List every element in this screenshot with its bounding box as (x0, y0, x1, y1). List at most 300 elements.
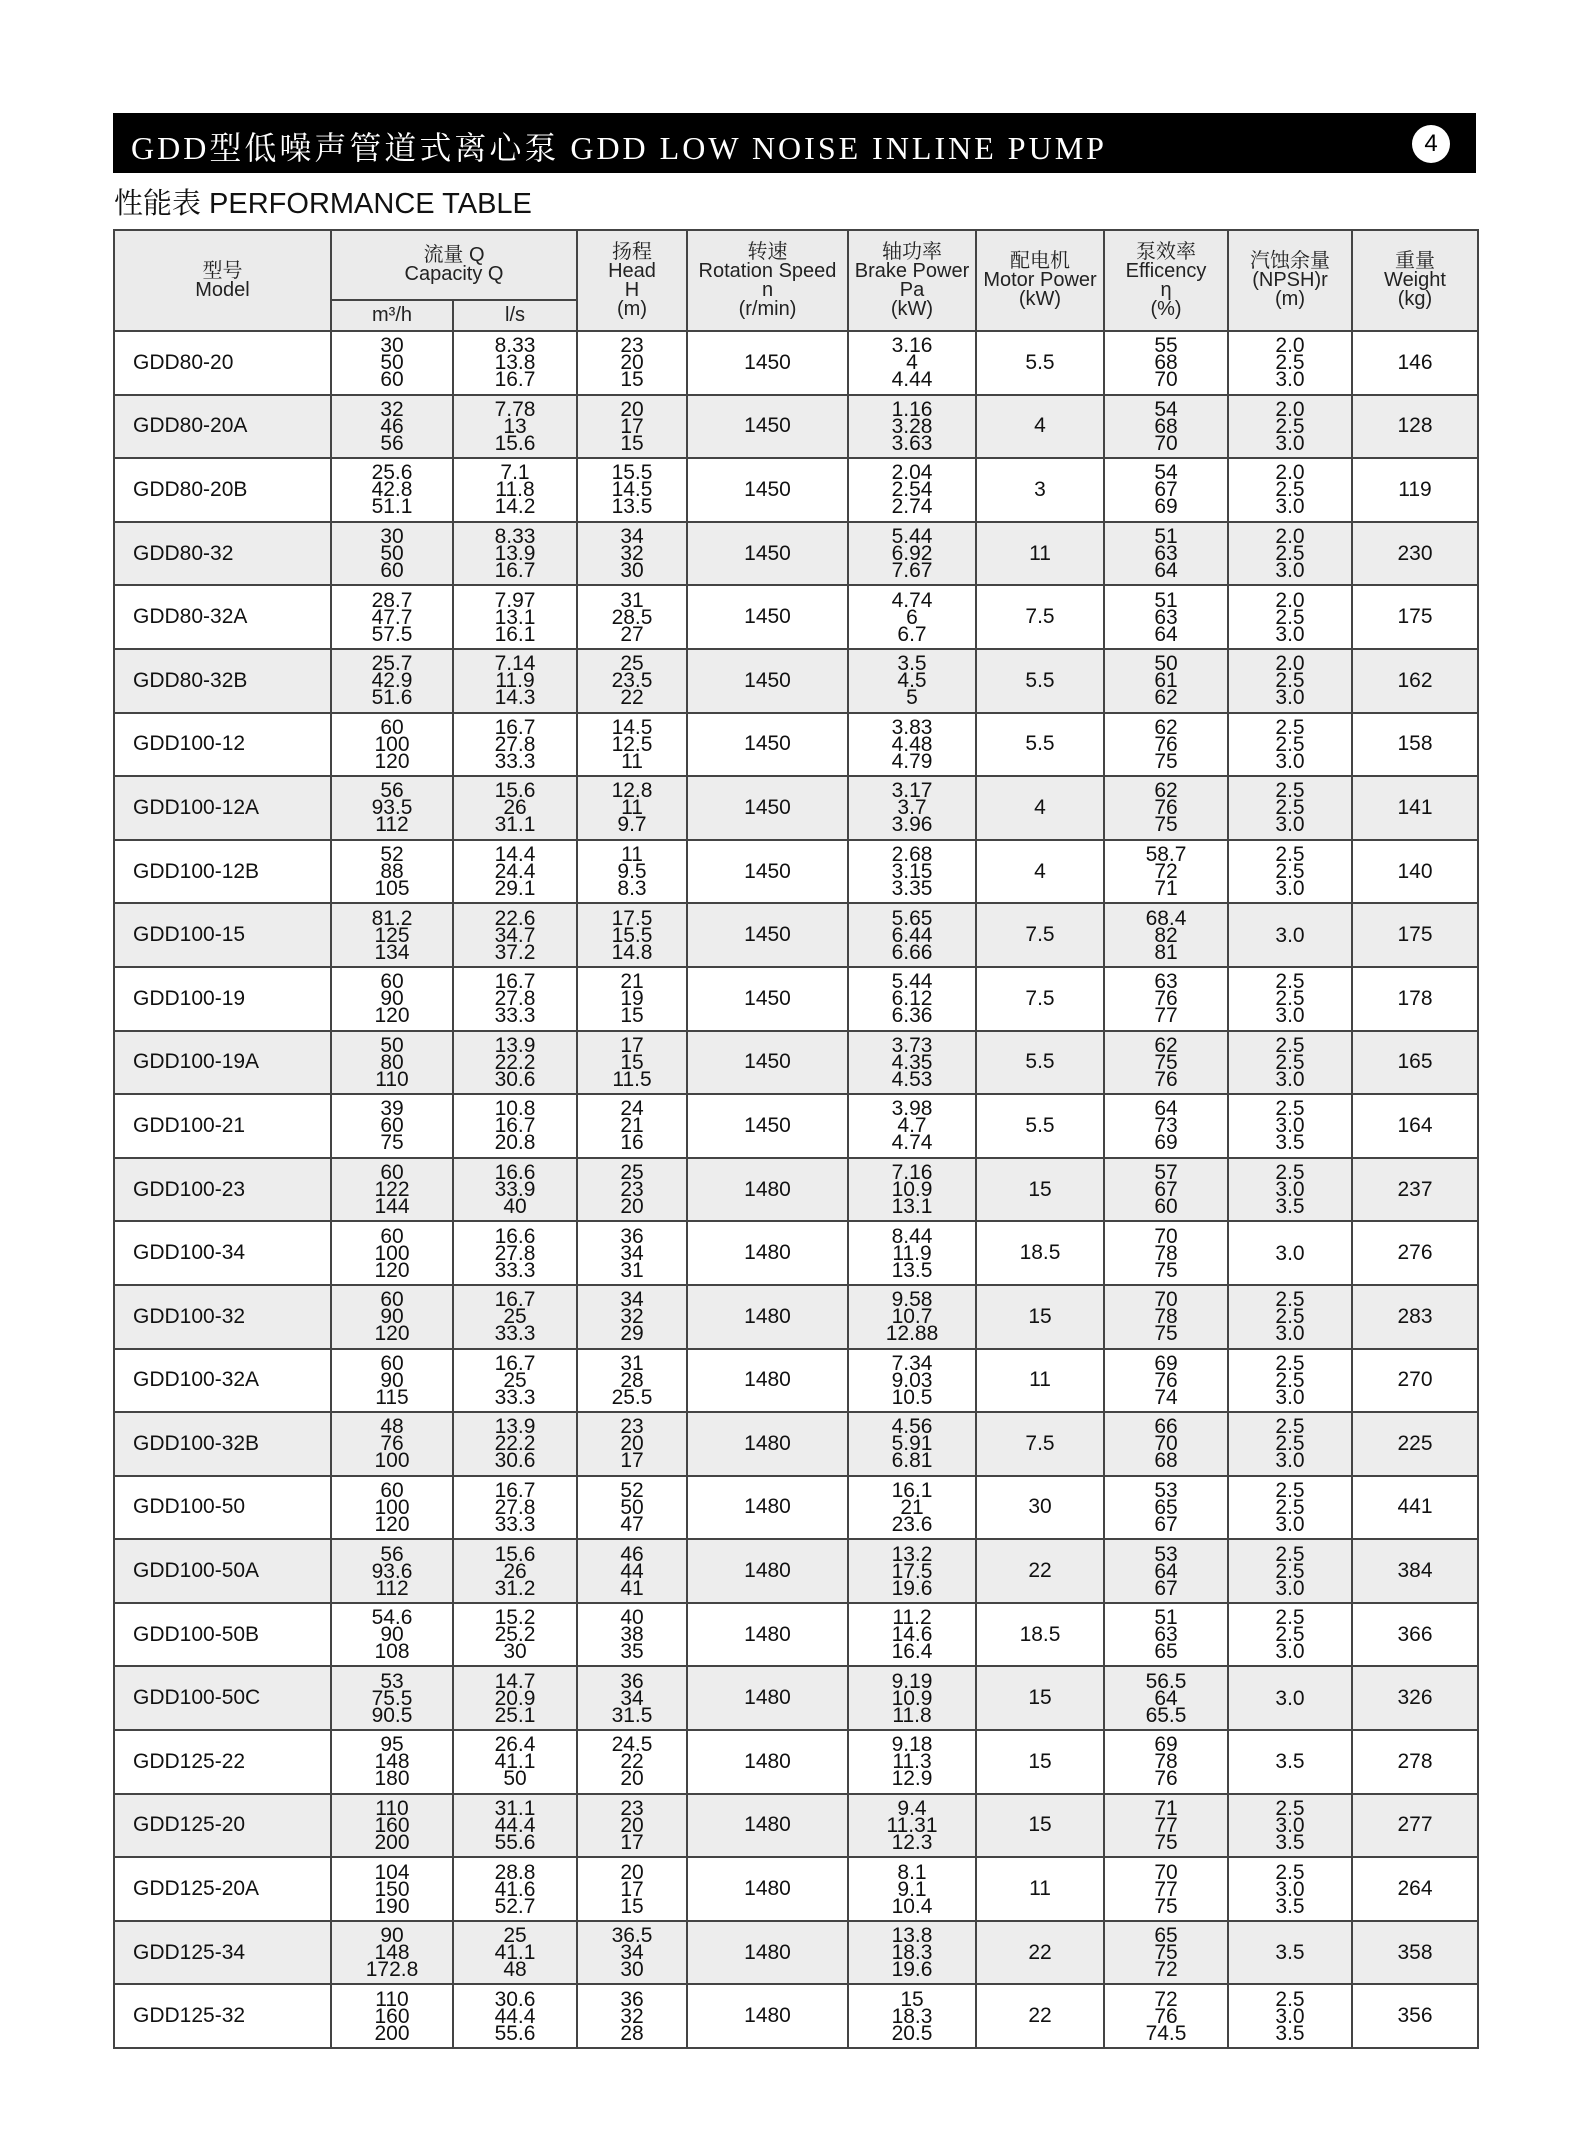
q-ls-value: 30.6 (494, 1449, 536, 1473)
npsh-value: 3.0 (1275, 1385, 1305, 1409)
weight-cell: 366 (1352, 1603, 1478, 1667)
head-value: 14.8 (611, 940, 653, 964)
brake-value: 11.8 (892, 1703, 932, 1727)
eff-value: 65.5 (1145, 1703, 1187, 1727)
eff-value: 72 (1154, 860, 1178, 884)
q-m3h-value: 95 (380, 1733, 404, 1757)
weight-cell: 119 (1352, 458, 1478, 522)
brake-value: 19.6 (891, 1958, 933, 1982)
q-ls-value: 15.6 (494, 779, 536, 803)
head-value: 52 (620, 1478, 644, 1502)
eff-cell (1104, 1094, 1228, 1158)
q-m3h-value: 90 (380, 1623, 404, 1647)
brake-value: 20.5 (891, 2021, 933, 2045)
q-m3h-value: 100 (374, 1241, 410, 1265)
motor-cell: 7.5 (976, 1412, 1104, 1476)
brake-value: 13.5 (891, 1258, 933, 1282)
eff-value: 62 (1154, 686, 1178, 710)
npsh-value: 2.5 (1275, 414, 1305, 438)
speed-cell: 1450 (687, 967, 848, 1031)
eff-cell (1104, 967, 1228, 1031)
q-ls-value: 15.6 (494, 1542, 536, 1566)
brake-value: 16.4 (891, 1640, 933, 1664)
head-value: 35 (620, 1640, 644, 1664)
q-ls-value: 27.8 (494, 732, 536, 756)
q-m3h-value: 51.6 (371, 686, 413, 710)
q-m3h-value: 39 (380, 1097, 404, 1121)
q-ls-value: 31.1 (494, 813, 536, 837)
q-m3h-value: 200 (374, 1830, 410, 1854)
head-value: 22 (620, 686, 644, 710)
q-ls-value: 25 (503, 1305, 527, 1329)
head-cell (577, 395, 687, 459)
header-capacity-ls: l/s (453, 300, 577, 331)
eff-cell (1104, 1921, 1228, 1985)
eff-value: 72 (1154, 1987, 1178, 2011)
q-ls-cell (453, 1031, 577, 1095)
q-ls-cell (453, 967, 577, 1031)
npsh-value: 2.5 (1275, 1161, 1305, 1185)
q-ls-cell (453, 1857, 577, 1921)
q-ls-cell (453, 903, 577, 967)
q-ls-value: 33.3 (494, 1004, 536, 1028)
brake-value: 9.4 (897, 1796, 927, 1820)
npsh-value: 3.0 (1275, 1067, 1305, 1091)
npsh-cell (1228, 1221, 1352, 1285)
npsh-value: 2.5 (1275, 1415, 1305, 1439)
eff-value: 62 (1154, 715, 1178, 739)
head-value: 22 (620, 1750, 644, 1774)
table-subtitle: 性能表 PERFORMANCE TABLE (114, 188, 532, 220)
brake-cell (848, 649, 976, 713)
npsh-value: 2.0 (1275, 652, 1305, 676)
head-cell (577, 522, 687, 586)
head-value: 36 (620, 1669, 644, 1693)
table-row (114, 1285, 1478, 1349)
q-ls-value: 30.6 (494, 1987, 536, 2011)
q-m3h-value: 30 (380, 525, 404, 549)
head-value: 23.5 (611, 669, 653, 693)
eff-value: 81 (1154, 940, 1178, 964)
npsh-cell (1228, 649, 1352, 713)
speed-cell: 1450 (687, 331, 848, 395)
q-ls-value: 27.8 (494, 1241, 536, 1265)
speed-cell: 1450 (687, 458, 848, 522)
q-ls-value: 13.9 (494, 1033, 536, 1057)
weight-cell: 230 (1352, 522, 1478, 586)
brake-value: 3.73 (891, 1033, 933, 1057)
brake-value: 10.9 (891, 1686, 933, 1710)
npsh-value: 3.0 (1275, 622, 1305, 646)
npsh-value: 2.5 (1275, 1606, 1305, 1630)
table-body (114, 331, 1478, 2048)
npsh-value: 3.0 (1275, 368, 1305, 392)
q-ls-cell (453, 1730, 577, 1794)
head-cell (577, 1539, 687, 1603)
npsh-value: 3.0 (1275, 559, 1305, 583)
npsh-value: 2.5 (1275, 1623, 1305, 1647)
q-ls-value: 33.3 (494, 749, 536, 773)
q-ls-value: 27.8 (494, 987, 536, 1011)
q-m3h-value: 53 (380, 1669, 404, 1693)
brake-value: 3.15 (891, 860, 933, 884)
q-ls-value: 25.2 (494, 1623, 536, 1647)
q-m3h-value: 148 (374, 1941, 410, 1965)
head-value: 20 (620, 1432, 644, 1456)
q-m3h-cell (331, 967, 453, 1031)
head-value: 32 (620, 1305, 644, 1329)
npsh-value: 2.5 (1275, 1796, 1305, 1820)
q-m3h-cell (331, 1921, 453, 1985)
q-m3h-cell (331, 1730, 453, 1794)
brake-value: 6.44 (891, 923, 933, 947)
q-ls-cell (453, 1539, 577, 1603)
head-value: 34 (620, 1686, 644, 1710)
eff-value: 60 (1154, 1195, 1178, 1219)
eff-value: 51 (1154, 588, 1178, 612)
eff-value: 76 (1154, 987, 1178, 1011)
motor-cell: 18.5 (976, 1221, 1104, 1285)
q-ls-value: 30.6 (494, 1067, 536, 1091)
q-m3h-cell (331, 840, 453, 904)
q-m3h-value: 60 (380, 559, 404, 583)
table-row (114, 1730, 1478, 1794)
table-row (114, 903, 1478, 967)
head-value: 25.5 (611, 1385, 653, 1409)
npsh-value: 2.5 (1275, 1860, 1305, 1884)
head-value: 14.5 (611, 715, 653, 739)
brake-value: 13.8 (891, 1924, 933, 1948)
model-cell: GDD100-50 (114, 1476, 331, 1540)
table-row (114, 458, 1478, 522)
q-m3h-value: 60 (380, 368, 404, 392)
brake-cell (848, 522, 976, 586)
q-ls-value: 13.9 (494, 1415, 536, 1439)
brake-value: 6.81 (891, 1449, 933, 1473)
model-cell: GDD100-32B (114, 1412, 331, 1476)
eff-value: 69 (1154, 1733, 1178, 1757)
table-row (114, 522, 1478, 586)
motor-cell: 5.5 (976, 649, 1104, 713)
q-m3h-value: 100 (374, 1449, 410, 1473)
head-value: 11 (621, 796, 643, 820)
npsh-cell (1228, 1158, 1352, 1222)
head-value: 34 (620, 1941, 644, 1965)
speed-cell: 1480 (687, 1603, 848, 1667)
head-value: 28 (620, 1368, 644, 1392)
speed-cell: 1480 (687, 1984, 848, 2048)
eff-value: 65 (1154, 1924, 1178, 1948)
q-ls-value: 7.14 (494, 652, 536, 676)
eff-value: 67 (1154, 1512, 1178, 1536)
header-motor-power: 配电机 Motor Power (kW) (976, 230, 1104, 331)
eff-value: 71 (1154, 1796, 1178, 1820)
model-cell: GDD80-32B (114, 649, 331, 713)
q-m3h-value: 110 (375, 1796, 409, 1820)
q-m3h-value: 54.6 (371, 1606, 413, 1630)
brake-value: 3.96 (891, 813, 933, 837)
q-m3h-value: 148 (374, 1750, 410, 1774)
brake-value: 18.3 (891, 2004, 933, 2028)
brake-value: 4.5 (897, 669, 927, 693)
model-cell: GDD80-32 (114, 522, 331, 586)
head-cell (577, 1094, 687, 1158)
q-ls-value: 34.7 (494, 923, 536, 947)
brake-value: 3.17 (891, 779, 933, 803)
eff-value: 62 (1154, 1033, 1178, 1057)
brake-value: 11.3 (892, 1750, 932, 1774)
eff-value: 70 (1154, 1432, 1178, 1456)
brake-value: 4.48 (891, 732, 933, 756)
motor-cell: 5.5 (976, 1031, 1104, 1095)
q-m3h-value: 105 (374, 877, 410, 901)
brake-value: 9.1 (897, 1877, 927, 1901)
head-value: 23 (620, 1178, 644, 1202)
eff-value: 77 (1154, 1877, 1178, 1901)
brake-value: 3.5 (897, 652, 927, 676)
head-value: 47 (620, 1512, 644, 1536)
brake-value: 8.44 (891, 1224, 933, 1248)
q-m3h-value: 90 (380, 1368, 404, 1392)
eff-value: 63 (1154, 542, 1178, 566)
head-value: 15 (620, 431, 644, 455)
npsh-value: 2.5 (1275, 478, 1305, 502)
head-value: 16 (620, 1131, 644, 1155)
brake-value: 6.36 (891, 1004, 933, 1028)
table-row (114, 1539, 1478, 1603)
q-m3h-value: 90 (380, 987, 404, 1011)
weight-cell: 326 (1352, 1666, 1478, 1730)
head-value: 25 (620, 652, 644, 676)
brake-value: 4.7 (897, 1114, 927, 1138)
brake-value: 3.16 (891, 334, 933, 358)
eff-value: 75 (1154, 1258, 1178, 1282)
q-ls-value: 16.7 (494, 559, 536, 583)
q-m3h-cell (331, 1984, 453, 2048)
q-ls-cell (453, 1794, 577, 1858)
q-ls-value: 16.7 (494, 715, 536, 739)
npsh-cell (1228, 1285, 1352, 1349)
weight-cell: 278 (1352, 1730, 1478, 1794)
weight-cell: 128 (1352, 395, 1478, 459)
model-cell: GDD100-50C (114, 1666, 331, 1730)
brake-value: 6.7 (897, 622, 927, 646)
brake-cell (848, 1984, 976, 2048)
model-cell: GDD100-12A (114, 776, 331, 840)
q-ls-value: 13.1 (494, 605, 536, 629)
eff-value: 76 (1154, 796, 1178, 820)
page-title: GDD型低噪声管道式离心泵 GDD LOW NOISE INLINE PUMP (131, 130, 1107, 166)
npsh-cell (1228, 1094, 1352, 1158)
speed-cell: 1450 (687, 776, 848, 840)
npsh-value: 3.5 (1275, 1894, 1305, 1918)
head-value: 34 (620, 1241, 644, 1265)
page-number-badge: 4 (1412, 125, 1450, 163)
table-row (114, 585, 1478, 649)
brake-cell (848, 840, 976, 904)
head-value: 17 (620, 1877, 644, 1901)
npsh-value: 2.5 (1275, 1033, 1305, 1057)
q-ls-value: 41.1 (494, 1750, 536, 1774)
eff-value: 63 (1154, 605, 1178, 629)
q-m3h-cell (331, 1794, 453, 1858)
q-m3h-cell (331, 395, 453, 459)
speed-cell: 1480 (687, 1730, 848, 1794)
q-ls-value: 31.2 (494, 1576, 536, 1600)
q-ls-value: 50 (503, 1767, 527, 1791)
npsh-value: 3.0 (1275, 1686, 1305, 1710)
q-ls-value: 7.78 (494, 397, 536, 421)
brake-value: 11.31 (886, 1813, 938, 1837)
weight-cell: 141 (1352, 776, 1478, 840)
weight-cell: 225 (1352, 1412, 1478, 1476)
brake-cell (848, 458, 976, 522)
table-row (114, 1921, 1478, 1985)
motor-cell: 15 (976, 1666, 1104, 1730)
model-cell: GDD100-23 (114, 1158, 331, 1222)
brake-value: 9.58 (891, 1288, 933, 1312)
weight-cell: 358 (1352, 1921, 1478, 1985)
speed-cell: 1450 (687, 395, 848, 459)
weight-cell: 178 (1352, 967, 1478, 1031)
weight-cell: 270 (1352, 1349, 1478, 1413)
head-value: 28.5 (611, 605, 653, 629)
q-m3h-value: 48 (380, 1415, 404, 1439)
motor-cell: 11 (976, 522, 1104, 586)
q-ls-cell (453, 395, 577, 459)
head-cell (577, 1031, 687, 1095)
head-value: 38 (620, 1623, 644, 1647)
brake-cell (848, 395, 976, 459)
q-m3h-value: 60 (380, 1161, 404, 1185)
brake-value: 5 (906, 686, 918, 710)
q-m3h-value: 122 (374, 1178, 410, 1202)
header-weight: 重量 Weight (kg) (1352, 230, 1478, 331)
eff-value: 58.7 (1145, 843, 1187, 867)
q-ls-value: 33.3 (494, 1512, 536, 1536)
brake-value: 4.56 (891, 1415, 933, 1439)
motor-cell: 15 (976, 1730, 1104, 1794)
weight-cell: 162 (1352, 649, 1478, 713)
npsh-value: 3.0 (1275, 495, 1305, 519)
speed-cell: 1450 (687, 1031, 848, 1095)
q-ls-value: 22.2 (494, 1432, 536, 1456)
npsh-value: 3.0 (1275, 1322, 1305, 1346)
brake-cell (848, 1221, 976, 1285)
q-m3h-cell (331, 1476, 453, 1540)
head-value: 14.5 (611, 478, 653, 502)
speed-cell: 1480 (687, 1412, 848, 1476)
q-m3h-cell (331, 1666, 453, 1730)
speed-cell: 1450 (687, 713, 848, 777)
eff-value: 61 (1154, 669, 1178, 693)
brake-value: 12.9 (891, 1767, 933, 1791)
q-m3h-value: 120 (374, 1004, 410, 1028)
q-m3h-value: 60 (380, 970, 404, 994)
head-value: 15 (620, 1004, 644, 1028)
npsh-value: 3.0 (1275, 1004, 1305, 1028)
npsh-value: 2.5 (1275, 732, 1305, 756)
npsh-cell (1228, 1794, 1352, 1858)
model-cell: GDD100-32 (114, 1285, 331, 1349)
q-m3h-value: 110 (375, 1987, 409, 2011)
brake-cell (848, 1730, 976, 1794)
eff-value: 73 (1154, 1114, 1178, 1138)
head-value: 30 (620, 1958, 644, 1982)
eff-value: 64 (1154, 1097, 1178, 1121)
q-ls-value: 16.6 (494, 1161, 536, 1185)
q-ls-value: 25 (503, 1924, 527, 1948)
npsh-cell (1228, 1476, 1352, 1540)
speed-cell: 1480 (687, 1221, 848, 1285)
q-ls-value: 27.8 (494, 1495, 536, 1519)
q-m3h-value: 81.2 (371, 906, 413, 930)
model-cell: GDD100-19 (114, 967, 331, 1031)
head-value: 15 (620, 1894, 644, 1918)
q-m3h-value: 75.5 (371, 1686, 413, 1710)
eff-cell (1104, 840, 1228, 904)
q-m3h-value: 90 (380, 1924, 404, 1948)
npsh-value: 2.0 (1275, 397, 1305, 421)
brake-value: 9.18 (891, 1733, 933, 1757)
eff-value: 75 (1154, 1941, 1178, 1965)
head-value: 9.5 (617, 860, 647, 884)
q-ls-value: 16.7 (494, 1478, 536, 1502)
eff-value: 77 (1154, 1004, 1178, 1028)
npsh-cell (1228, 1031, 1352, 1095)
q-ls-cell (453, 1158, 577, 1222)
head-cell (577, 585, 687, 649)
brake-value: 10.7 (891, 1305, 933, 1329)
head-value: 31 (620, 1351, 644, 1375)
npsh-value: 3.0 (1275, 1449, 1305, 1473)
head-cell (577, 840, 687, 904)
table-row (114, 1603, 1478, 1667)
q-ls-value: 44.4 (494, 2004, 536, 2028)
q-m3h-cell (331, 649, 453, 713)
eff-cell (1104, 1984, 1228, 2048)
npsh-cell (1228, 1857, 1352, 1921)
head-value: 40 (620, 1606, 644, 1630)
npsh-cell (1228, 1730, 1352, 1794)
q-m3h-value: 120 (374, 1258, 410, 1282)
eff-cell (1104, 1539, 1228, 1603)
q-m3h-value: 80 (380, 1050, 404, 1074)
q-m3h-value: 190 (374, 1894, 410, 1918)
brake-value: 1.16 (891, 397, 933, 421)
npsh-value: 2.5 (1275, 796, 1305, 820)
q-m3h-value: 120 (374, 749, 410, 773)
npsh-value: 3.0 (1275, 1813, 1305, 1837)
q-ls-value: 16.7 (494, 368, 536, 392)
npsh-value: 3.0 (1275, 749, 1305, 773)
q-m3h-value: 60 (380, 1114, 404, 1138)
head-value: 20 (620, 1813, 644, 1837)
speed-cell: 1480 (687, 1794, 848, 1858)
q-ls-value: 29.1 (494, 877, 536, 901)
q-m3h-value: 88 (380, 860, 404, 884)
head-cell (577, 1984, 687, 2048)
header-rotation-speed: 转速 Rotation Speed n (r/min) (687, 230, 848, 331)
model-cell: GDD125-34 (114, 1921, 331, 1985)
npsh-value: 2.5 (1275, 1368, 1305, 1392)
npsh-value: 3.5 (1275, 1941, 1305, 1965)
q-ls-value: 26 (503, 796, 527, 820)
eff-cell (1104, 1666, 1228, 1730)
eff-cell (1104, 1794, 1228, 1858)
eff-cell (1104, 713, 1228, 777)
eff-cell (1104, 1857, 1228, 1921)
